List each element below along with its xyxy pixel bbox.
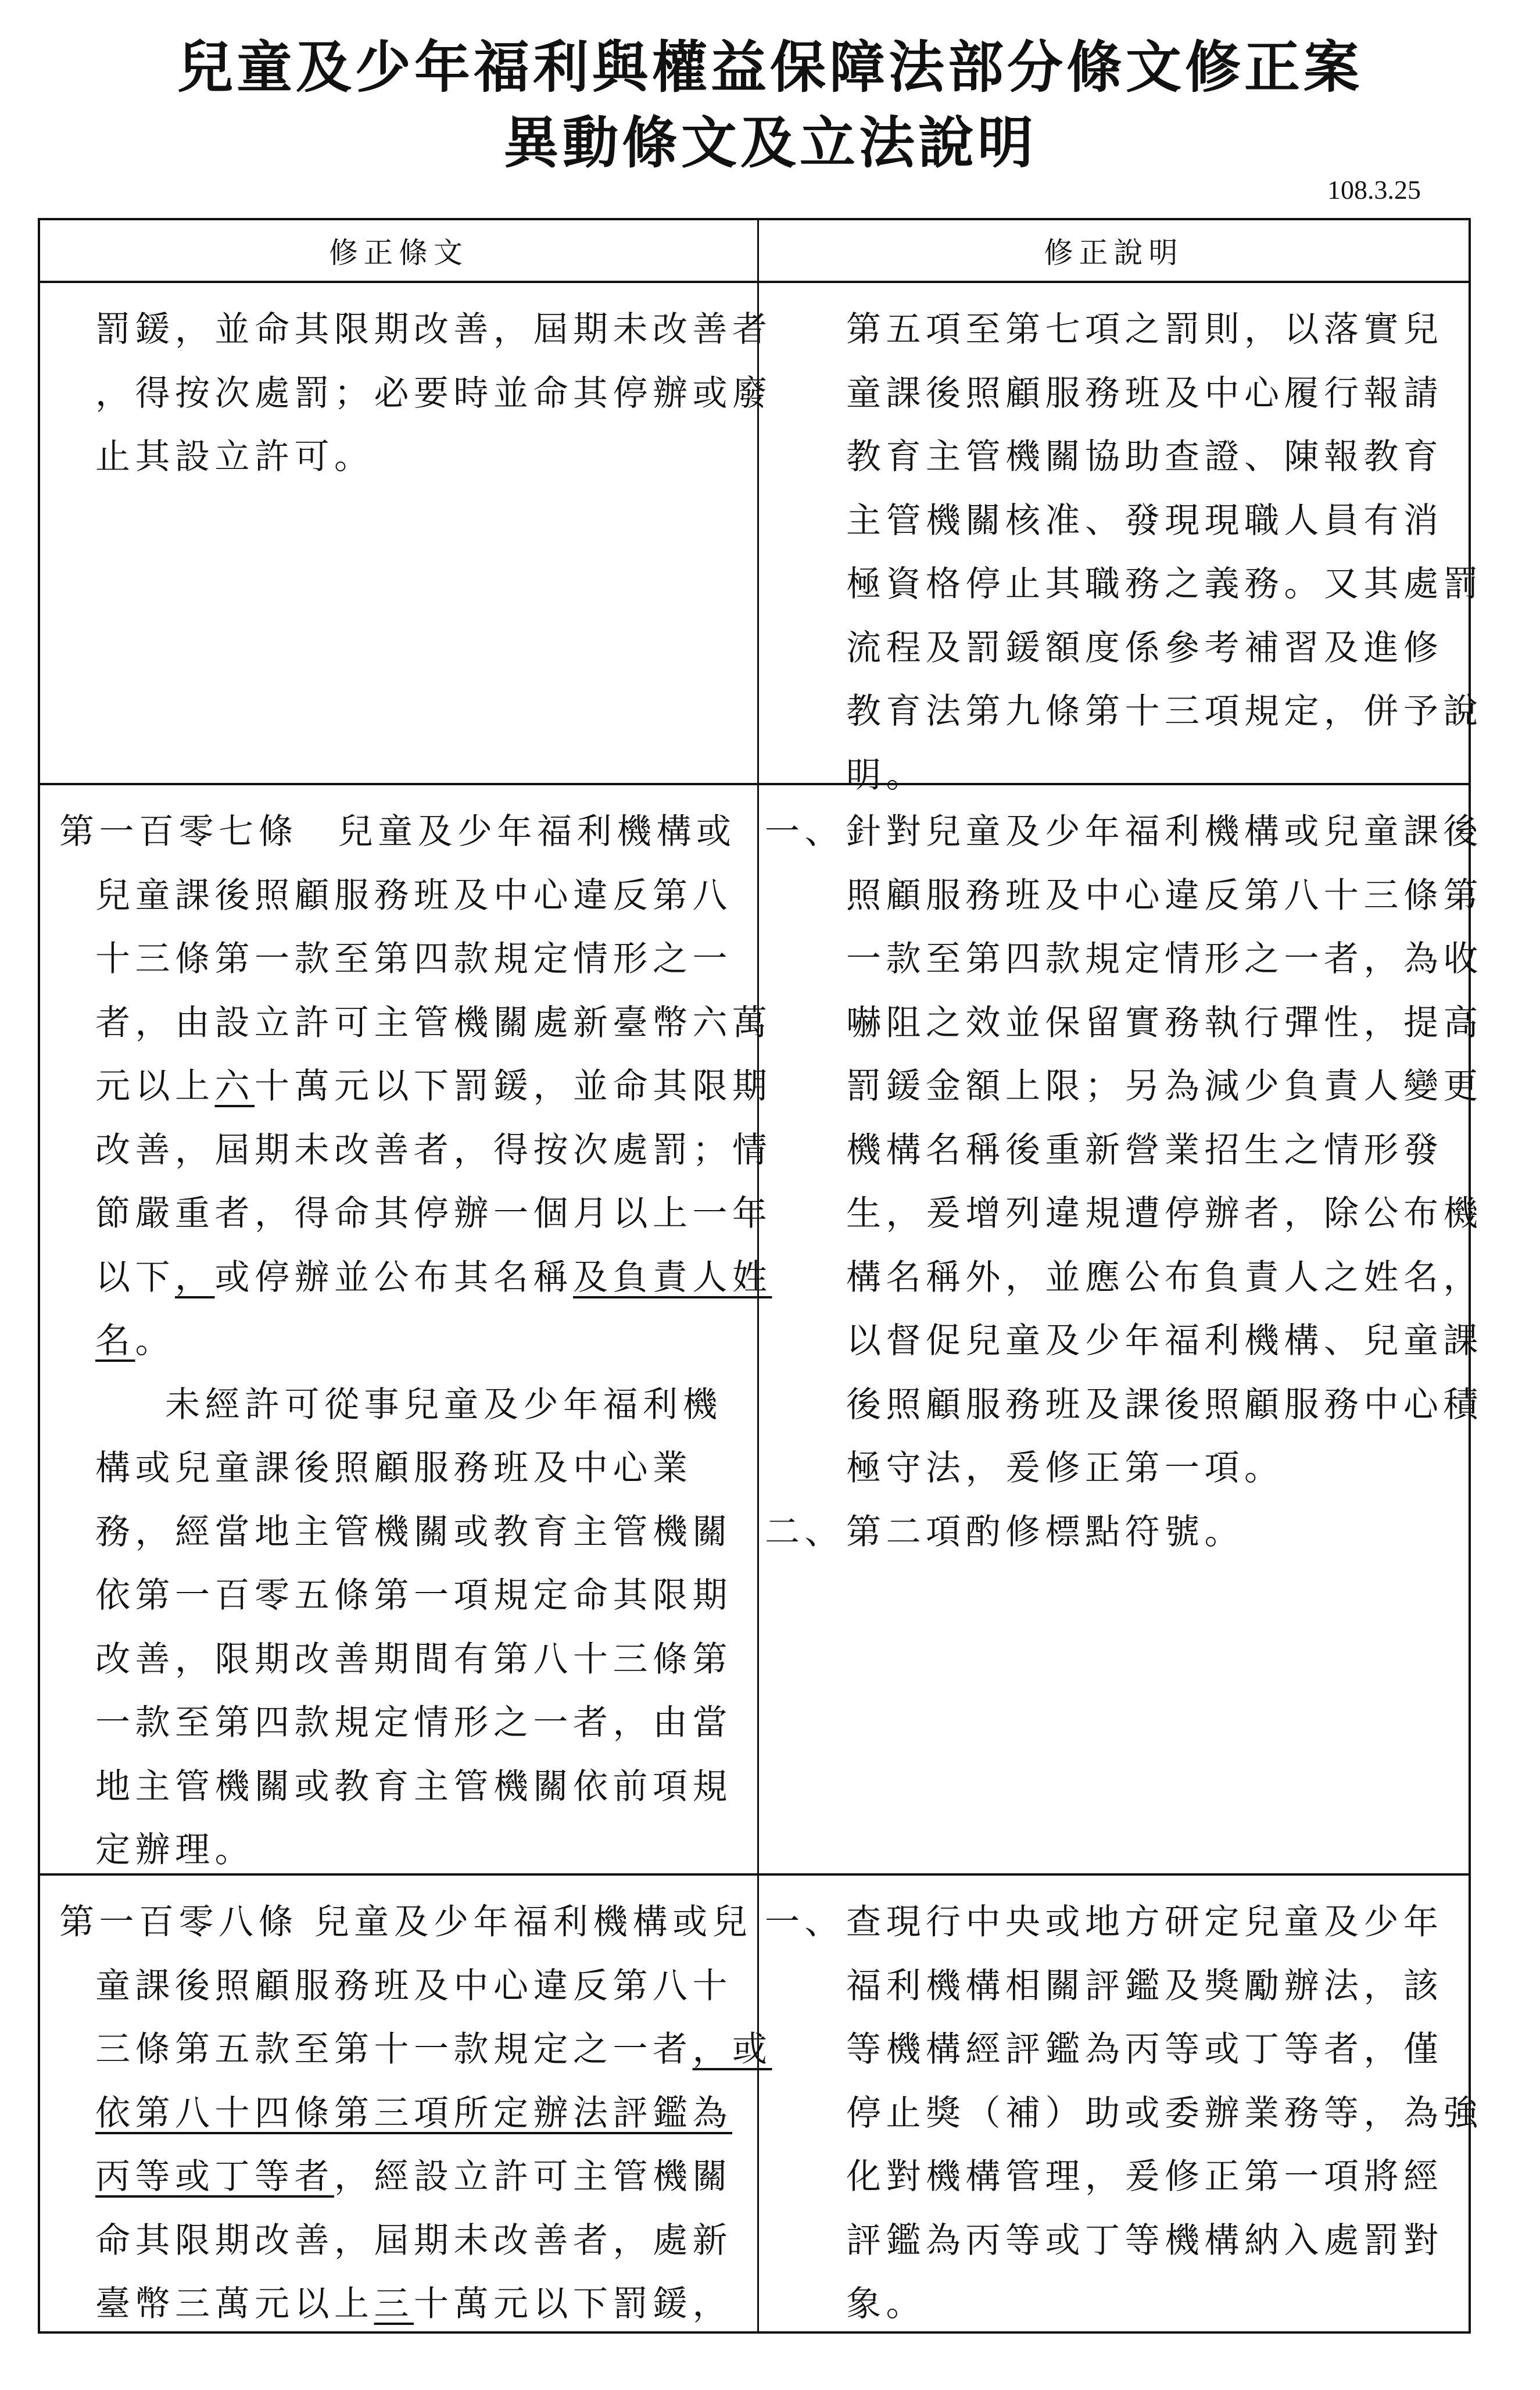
text-line: 兒童課後照顧服務班及中心違反第八: [95, 875, 732, 916]
header-amended-text: 修正條文: [40, 220, 759, 281]
text-segment: 元以上: [95, 1066, 215, 1107]
text-segment: 十萬元以下罰鍰，並命其限期: [255, 1066, 772, 1107]
text-line: [40, 1310, 757, 1373]
amended-underlined-text: ，或: [692, 2029, 772, 2070]
item-number: 一、: [765, 1902, 844, 1942]
text-line: [40, 2273, 757, 2337]
text-line: 流程及罰鍰額度係參考補習及進修: [846, 627, 1444, 668]
explanation-cell: [759, 283, 1483, 796]
text-line: 一、 針對兒童及少年福利機構或兒童課後: [759, 800, 1483, 864]
text-line: 地主管機關或教育主管機關依前項規: [95, 1766, 732, 1807]
text-line: 未經許可從事兒童及少年福利機: [165, 1384, 722, 1425]
text-line: [40, 2145, 757, 2209]
article-paragraph: [40, 800, 772, 1373]
article-paragraph: [40, 1891, 772, 2337]
text-line: 童課後照顧服務班及中心違反第八十: [95, 1965, 732, 2006]
text-line: 者，由設立許可主管機關處新臺幣六萬: [95, 1002, 772, 1043]
amended-text-cell: [40, 283, 772, 783]
table-row: [40, 283, 1483, 796]
text-line: 一款至第四款規定情形之一者，由當: [95, 1702, 732, 1743]
text-line: 童課後照顧服務班及中心履行報請: [846, 373, 1444, 414]
text-line: 評鑑為丙等或丁等機構納入處罰對: [846, 2220, 1444, 2261]
document-subtitle: 異動條文及立法說明: [503, 110, 1037, 176]
text-line: 明。: [846, 754, 926, 796]
text-line: 生，爰增列違規遭停辦者，除公布機: [846, 1193, 1483, 1234]
table-row: [40, 1876, 1483, 2331]
item-number: 一、: [765, 811, 844, 852]
text-line: 極守法，爰修正第一項。: [846, 1448, 1284, 1489]
text-segment: 或停辦並公布其名稱: [214, 1257, 573, 1298]
explanation-item: [759, 1501, 1483, 1565]
text-line: 構或兒童課後照顧服務班及中心業: [95, 1448, 693, 1489]
amended-underlined-text: 名: [95, 1321, 135, 1361]
explanation-item: [759, 1891, 1483, 2337]
table-header-row: [40, 220, 1469, 283]
text-line: [40, 2082, 757, 2146]
text-line: 改善，限期改善期間有第八十三條第: [95, 1638, 732, 1680]
article-paragraph: [40, 1373, 757, 1883]
text-line: 改善，屆期未改善者，得按次處罰；情: [95, 1129, 772, 1171]
table-row: [40, 785, 1483, 1876]
text-line: 罰鍰金額上限；另為減少負責人變更: [846, 1066, 1483, 1107]
amended-underlined-text: ，: [175, 1257, 215, 1298]
text-line: 一、 查現行中央或地方研定兒童及少年: [759, 1891, 1483, 1955]
text-line: 教育主管機關協助查證、陳報教育: [846, 437, 1444, 477]
amended-underlined-text: 丙等或丁等者: [95, 2156, 334, 2197]
text-line: 化對機構管理，爰修正第一項將經: [846, 2156, 1444, 2197]
text-line: 以督促兒童及少年福利機構、兒童課: [846, 1321, 1483, 1361]
text-line: 照顧服務班及中心違反第八十三條第: [846, 875, 1483, 916]
header-explanation: 修正說明: [1044, 236, 1184, 270]
explanation-item: [759, 800, 1483, 1501]
text-line: 務，經當地主管機關或教育主管機關: [95, 1511, 732, 1552]
text-segment: 臺幣三萬元以上: [95, 2284, 374, 2324]
text-line: 福利機構相關評鑑及獎勵辦法，該: [846, 1965, 1444, 2006]
amendment-table: [38, 218, 1483, 2334]
text-line: 嚇阻之效並保留實務執行彈性，提高: [846, 1002, 1483, 1043]
text-line: 第五項至第七項之罰則，以落實兒: [846, 309, 1444, 350]
text-line: 依第一百零五條第一項規定命其限期: [95, 1575, 732, 1616]
text-line: 止其設立許可。: [95, 437, 374, 477]
amended-text-cell: [40, 1876, 772, 2331]
text-line: [40, 1055, 772, 1119]
text-segment: 以下: [95, 1257, 175, 1298]
text-segment: 。: [135, 1321, 175, 1361]
text-line: 定辦理。: [95, 1830, 255, 1870]
text-line: 主管機關核准、發現現職人員有消: [846, 500, 1444, 541]
amended-underlined-text: 三: [374, 2284, 414, 2324]
item-number: 二、: [765, 1511, 844, 1552]
explanation-item: [759, 298, 1483, 807]
text-line: 節嚴重者，得命其停辦一個月以上一年: [95, 1193, 772, 1234]
text-line: 停止獎（補）助或委辦業務等，為強: [846, 2092, 1483, 2134]
text-line: 第一百零八條 兒童及少年福利機構或兒: [59, 1902, 753, 1942]
text-line: 象。: [846, 2284, 926, 2324]
text-segment: 十萬元以下罰鍰，: [414, 2284, 732, 2324]
document-date: 108.3.25: [1327, 175, 1421, 205]
text-line: 罰鍰，並命其限期改善，屆期未改善者: [95, 309, 772, 350]
text-segment: ，經設立許可主管機關: [334, 2156, 732, 2197]
amended-underlined-text: 及負責人姓: [573, 1257, 772, 1298]
text-line: 二、 第二項酌修標點符號。: [759, 1501, 1483, 1565]
amended-underlined-text: 依第八十四條第三項所定辦法評鑑為: [95, 2092, 732, 2134]
text-line: ，得按次處罰；必要時並命其停辦或廢: [95, 373, 772, 414]
article-paragraph: [40, 298, 772, 489]
text-line: [40, 2018, 772, 2082]
text-line: 第一百零七條 兒童及少年福利機構或: [59, 811, 736, 852]
text-line: [40, 1246, 772, 1310]
text-line: 等機構經評鑑為丙等或丁等者，僅: [846, 2029, 1444, 2070]
text-line: 後照顧服務班及課後照顧服務中心積: [846, 1384, 1483, 1425]
amended-underlined-text: 六: [214, 1066, 255, 1107]
text-line: 機構名稱後重新營業招生之情形發: [846, 1129, 1444, 1171]
text-segment: 三條第五款至第十一款規定之一者: [95, 2029, 693, 2070]
document-title: 兒童及少年福利與權益保障法部分條文修正案: [177, 35, 1363, 100]
amended-text-cell: [40, 785, 772, 1873]
text-line: 一款至第四款規定情形之一者，為收: [846, 939, 1483, 979]
explanation-cell: [759, 1876, 1483, 2331]
text-line: 教育法第九條第十三項規定，併予說: [846, 691, 1483, 732]
explanation-cell: [759, 785, 1483, 1873]
text-line: 命其限期改善，屆期未改善者，處新: [95, 2220, 732, 2261]
text-line: 十三條第一款至第四款規定情形之一: [95, 939, 732, 979]
text-line: 極資格停止其職務之義務。又其處罰: [846, 564, 1483, 604]
text-line: 構名稱外，並應公布負責人之姓名，: [846, 1257, 1483, 1298]
